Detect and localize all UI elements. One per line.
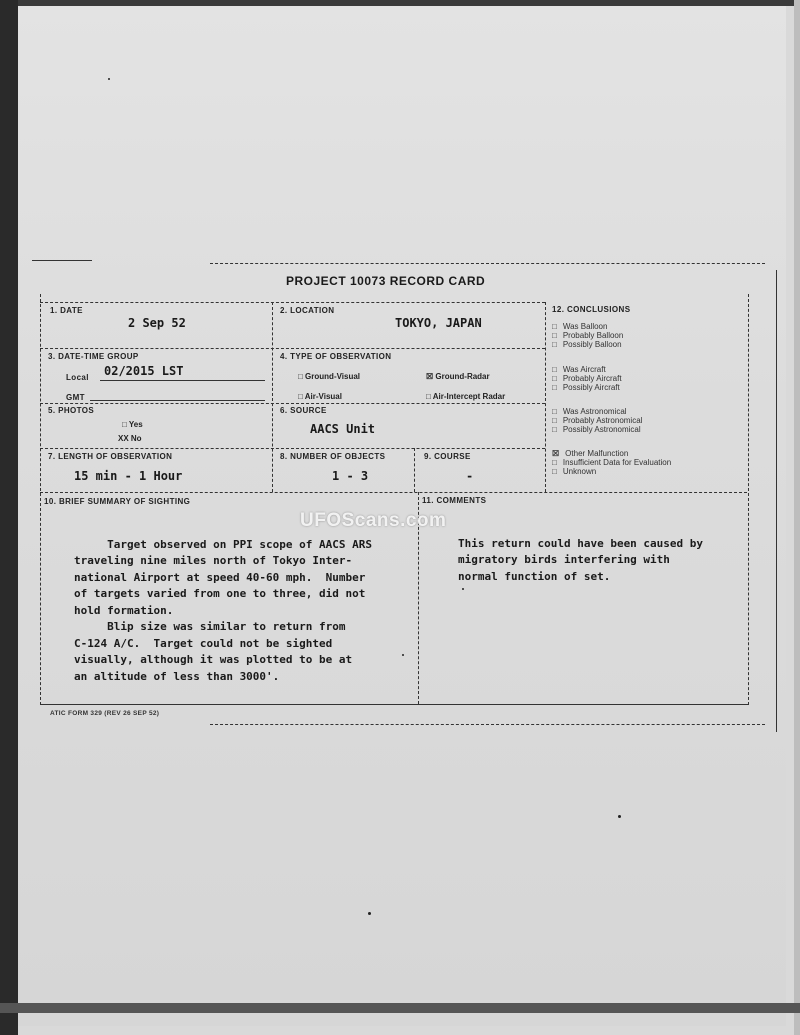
dtg-local-value: 02/2015 LST — [104, 364, 184, 378]
date-value: 2 Sep 52 — [128, 316, 186, 330]
comments-line: normal function of set. — [458, 569, 611, 583]
col-line-3 — [545, 302, 546, 492]
type-label: 4. TYPE OF OBSERVATION — [280, 352, 392, 361]
col-line-1 — [272, 302, 273, 492]
location-label: 2. LOCATION — [280, 306, 335, 315]
summary-line: national Airport at speed 40-60 mph. Number — [74, 570, 366, 584]
conclusions-astronomical: □ Was Astronomical □ Probably Astronomical □ Possibly Astronomical — [552, 407, 643, 434]
row-line-1 — [40, 348, 545, 349]
type-ground-visual: □ Ground-Visual — [298, 372, 361, 381]
location-value: TOKYO, JAPAN — [395, 316, 482, 330]
conclusions-other: ☒ Other Malfunction □ Insufficient Data for Evaluation □ Unknown — [552, 449, 672, 476]
top-rule-left — [32, 260, 92, 261]
photos-label: 5. PHOTOS — [48, 406, 95, 415]
bottom-rule — [210, 724, 765, 725]
type-ground-radar: ☒ Ground-Radar — [426, 372, 490, 381]
objects-label: 8. NUMBER OF OBJECTS — [280, 452, 386, 461]
summary-line: Blip size was similar to return from — [74, 620, 346, 633]
conclusion-item: Other Malfunction — [565, 449, 629, 458]
summary-line: hold formation. — [74, 603, 174, 617]
conclusion-item: Possibly Balloon — [562, 340, 622, 349]
top-rule — [210, 263, 765, 264]
row-line-2 — [40, 403, 545, 404]
conclusions-label: 12. CONCLUSIONS — [552, 305, 631, 314]
course-label: 9. COURSE — [424, 452, 471, 461]
watermark: UFOScans.com — [300, 510, 447, 531]
conclusion-item: Possibly Aircraft — [562, 383, 620, 392]
row-line-4 — [40, 492, 747, 493]
conclusions-balloon: □ Was Balloon □ Probably Balloon □ Possibly Balloon — [552, 322, 624, 349]
summary-line: Target observed on PPI scope of AACS ARS — [74, 537, 373, 551]
summary-text — [74, 520, 372, 702]
comments-line: This return could have been caused by — [458, 536, 704, 550]
conclusion-item: Probably Aircraft — [562, 374, 622, 383]
dtg-gmt-underline — [90, 400, 265, 401]
course-value: - — [466, 469, 474, 483]
card-title: PROJECT 10073 RECORD CARD — [286, 274, 486, 288]
scan-speck — [108, 78, 110, 80]
photos-yes: □ Yes — [122, 420, 143, 429]
objects-value: 1 - 3 — [332, 469, 369, 483]
photos-no: XX No — [118, 434, 142, 443]
conclusion-item: Probably Astronomical — [562, 416, 643, 425]
source-value: AACS Unit — [310, 422, 376, 436]
summary-line: visually, although it was plotted to be at — [74, 653, 353, 666]
dtg-label: 3. DATE-TIME GROUP — [48, 352, 139, 361]
conclusion-item: Unknown — [562, 467, 597, 476]
conclusion-item: Possibly Astronomical — [562, 425, 641, 434]
summary-line: C-124 A/C. Target could not be sighted — [74, 636, 333, 650]
type-air-visual: □ Air-Visual — [298, 392, 342, 401]
conclusion-item: Was Aircraft — [562, 365, 606, 374]
summary-line: of targets varied from one to three, did not — [74, 587, 366, 600]
row-line-0 — [40, 302, 545, 303]
dtg-local-label: Local — [66, 373, 89, 382]
conclusions-aircraft: □ Was Aircraft □ Probably Aircraft □ Possibly Aircraft — [552, 365, 622, 392]
scan-edge-right — [794, 0, 800, 1035]
dtg-local-underline — [100, 380, 265, 381]
date-label: 1. DATE — [50, 306, 83, 315]
comments-label: 11. COMMENTS — [422, 496, 487, 505]
conclusion-item: Insufficient Data for Evaluation — [562, 458, 672, 467]
scan-edge-bottom — [0, 1003, 800, 1013]
col-line-2 — [414, 448, 415, 492]
comments-line: migratory birds interfering with — [458, 553, 670, 566]
scan-speck — [618, 815, 621, 818]
length-value: 15 min - 1 Hour — [74, 469, 183, 483]
dtg-gmt-label: GMT — [66, 393, 85, 402]
right-edge-line — [776, 270, 777, 732]
length-label: 7. LENGTH OF OBSERVATION — [48, 452, 173, 461]
form-number: ATIC FORM 329 (REV 26 SEP 52) — [50, 710, 160, 717]
row-line-3 — [40, 448, 545, 449]
conclusion-item: Was Astronomical — [562, 407, 627, 416]
summary-label: 10. BRIEF SUMMARY OF SIGHTING — [44, 497, 191, 506]
type-air-intercept-radar: □ Air-Intercept Radar — [426, 392, 506, 401]
scan-speck — [368, 912, 371, 915]
scan-edge-left — [0, 0, 18, 1035]
summary-line: traveling nine miles north of Tokyo Inter- — [74, 554, 353, 567]
summary-line: an altitude of less than 3000'. — [74, 669, 280, 683]
conclusion-item: Was Balloon — [562, 322, 608, 331]
conclusion-item: Probably Balloon — [562, 331, 624, 340]
source-label: 6. SOURCE — [280, 406, 327, 415]
scan-speck — [402, 654, 404, 656]
scan-speck — [462, 588, 464, 590]
